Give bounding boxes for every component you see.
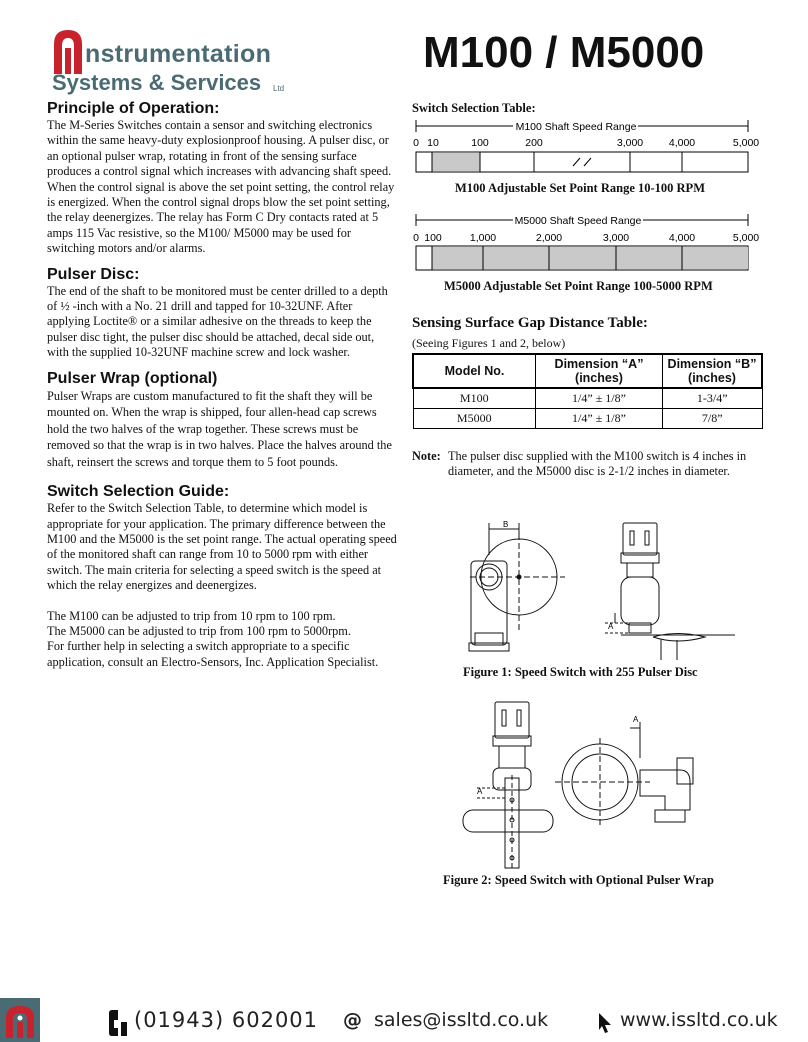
left-column (47, 100, 397, 670)
guide-heading: Switch Selection Guide: (47, 483, 230, 501)
dimension-a-label: A (477, 787, 483, 796)
gap-heading: Sensing Surface Gap Distance Table: (412, 315, 648, 331)
selection-table-label: Switch Selection Table: (412, 101, 536, 115)
footer-web[interactable]: www.issltd.co.uk (620, 1009, 778, 1031)
m100-tick-label: 100 (471, 137, 489, 149)
m100-tick-label: 10 (427, 137, 439, 149)
gap-subheading: (Seeing Figures 1 and 2, below) (412, 336, 566, 350)
m5000-tick-label: 4,000 (668, 232, 696, 244)
principle-text: The M-Series Switches contain a sensor and switching electronics within the same heavy-duty explosionproof housing. A pulser disc, or an optional pulser wrap, rotating in front of the sensing surface produces a control signal which increases with advancing shaft speed. When the control signal is above the set point setting, the control relay is energized. When the control signal drops blow the set point setting, the relay deenergizes. The relay has Form C Dry contacts rated at 5 amps 115 Vac resistive, so the M100/ M5000 may be used for switching motors and/or alarms. (47, 118, 395, 256)
guide-text-1: Refer to the Switch Selection Table, to determine which model is appropriate for your application. The primary difference between the M100 and the M5000 is the set point range. The actual operating speed of the monitored shaft can range from 10 to 5000 rpm with either switch. The main criteria for selecting a speed switch is the speed at which the relay energizes and deenergizes. (47, 501, 397, 593)
m5000-tick-label: 2,000 (535, 232, 563, 244)
phone-icon (108, 1008, 130, 1038)
m5000-tick-label: 100 (424, 232, 442, 244)
pulser-disc-heading: Pulser Disc: (47, 265, 140, 283)
gap-cell: M100 (413, 388, 536, 409)
footer-logo-icon (0, 998, 40, 1042)
pulser-wrap-heading: Pulser Wrap (optional) (47, 369, 218, 387)
gap-header-model: Model No. (413, 354, 536, 388)
m100-range-diagram (408, 114, 764, 182)
principle-heading: Principle of Operation: (47, 100, 220, 117)
figure-1-caption: Figure 1: Speed Switch with 255 Pulser Disc (463, 665, 698, 679)
dimension-a-label: A (633, 715, 639, 724)
m5000-range-diagram (408, 208, 764, 276)
figure-1-drawing (455, 515, 745, 665)
guide-text-2: The M100 can be adjusted to trip from 10 rpm to 100 rpm. (47, 608, 336, 623)
gap-cell: M5000 (413, 409, 536, 429)
gap-cell: 1-3/4” (663, 388, 763, 409)
m100-tick-label: 200 (525, 137, 543, 149)
m100-tick-label: 5,000 (732, 137, 760, 149)
pulser-disc-text: The end of the shaft to be monitored must be center drilled to a depth of ½ -inch with a No. 21 drill and tapped for 10-32UNF. After applying Loctite® or a similar adhesive on the threads to keep the pulser disc tight, the pulser disc should be attached, decal side out, with the supplied 10-32UNF machine screw and lock washer. (47, 283, 388, 360)
m5000-tick-label: 5,000 (732, 232, 760, 244)
note-label: Note: (412, 449, 441, 463)
cursor-icon (597, 1012, 613, 1034)
m5000-tick-label: 3,000 (602, 232, 630, 244)
m5000-range-label: M5000 Shaft Speed Range (514, 215, 642, 227)
figure-2-drawing (455, 700, 745, 870)
m5000-tick-label: 0 (413, 232, 419, 244)
m100-tick-label: 0 (413, 137, 419, 149)
at-icon: @ (343, 1009, 362, 1031)
table-row (413, 388, 762, 409)
gap-cell: 7/8” (663, 409, 763, 429)
m100-caption: M100 Adjustable Set Point Range 10-100 RPM (455, 181, 705, 195)
note-text: The pulser disc supplied with the M100 switch is 4 inches in diameter, and the M5000 disc is 2-1/2 inches in diameter. (448, 449, 747, 479)
guide-text-3: The M5000 can be adjusted to trip from 100 rpm to 5000rpm. (47, 624, 351, 639)
m5000-caption: M5000 Adjustable Set Point Range 100-5000 RPM (444, 279, 713, 293)
gap-cell: 1/4” ± 1/8” (536, 409, 663, 429)
guide-text-4: For further help in selecting a switch appropriate to a specific application, consult an Electro-Sensors, Inc. Application Specialist. (47, 639, 379, 669)
m5000-tick-label: 1,000 (469, 232, 497, 244)
m100-tick-label: 3,000 (616, 137, 644, 149)
table-row (413, 409, 762, 429)
page-title: M100 / M5000 (423, 28, 705, 77)
gap-distance-table (412, 353, 763, 429)
figure-2-caption: Figure 2: Speed Switch with Optional Pulser Wrap (443, 873, 714, 887)
gap-cell: 1/4” ± 1/8” (536, 388, 663, 409)
m100-range-label: M100 Shaft Speed Range (515, 121, 637, 133)
gap-header-a: Dimension “A” (inches) (536, 354, 663, 388)
footer-email[interactable]: sales@issltd.co.uk (374, 1009, 549, 1031)
logo-ltd: Ltd (273, 84, 285, 93)
gap-header-b: Dimension “B” (inches) (663, 354, 763, 388)
logo-line2: Systems & Services (52, 70, 262, 95)
m100-tick-label: 4,000 (668, 137, 696, 149)
logo-line1: nstrumentation (85, 40, 272, 68)
dimension-a-label: A (608, 622, 614, 631)
footer-phone[interactable]: (01943) 602001 (134, 1008, 319, 1032)
dimension-b-label: B (503, 520, 509, 529)
pulser-wrap-text: Pulser Wraps are custom manufactured to fit the shaft they will be mounted on. When the wrap is shipped, four allen-head cap screws hold the two halves of the wrap together. These screws must be removed so that the wrap is in two halves. Place the halves around the shaft, reinsert the screws and torque them to 5 foot pounds. (47, 388, 392, 469)
